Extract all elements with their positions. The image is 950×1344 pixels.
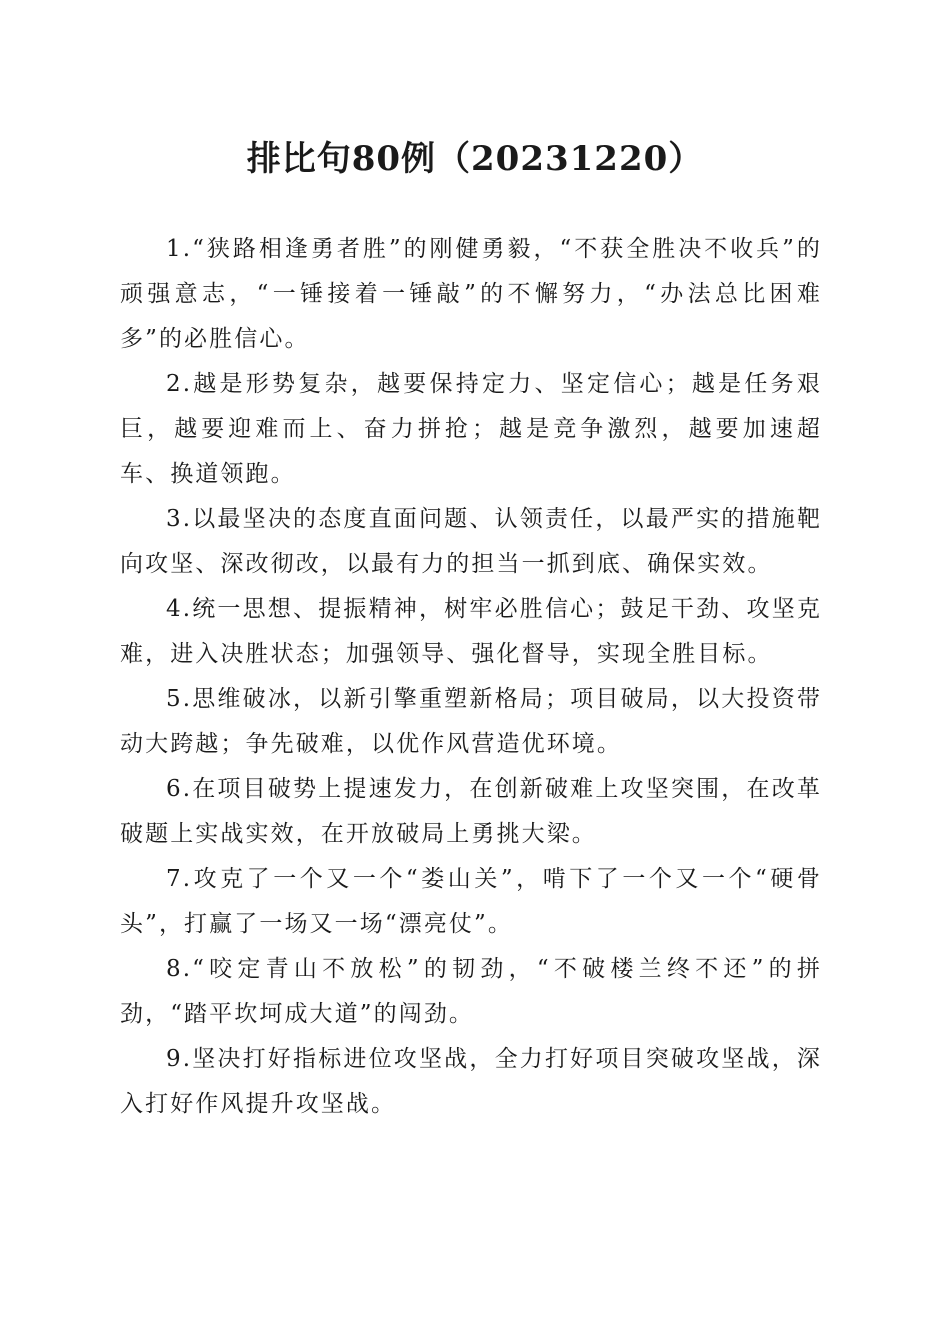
paragraph-5: 5.思维破冰，以新引擎重塑新格局；项目破局，以大投资带动大跨越；争先破难，以优作风营造优环境。 — [120, 686, 822, 757]
paragraph-3: 3.以最坚决的态度直面问题、认领责任，以最严实的措施靶向攻坚、深改彻改，以最有力的担当一抓到底、确保实效。 — [120, 506, 822, 577]
paragraph-8: 8.“咬定青山不放松”的韧劲，“不破楼兰终不还”的拼劲，“踏平坎坷成大道”的闯劲。 — [120, 956, 822, 1027]
paragraph-4: 4.统一思想、提振精神，树牢必胜信心；鼓足干劲、攻坚克难，进入决胜状态；加强领导、强化督导，实现全胜目标。 — [120, 596, 822, 667]
paragraph-6: 6.在项目破势上提速发力，在创新破难上攻坚突围，在改革破题上实战实效，在开放破局上勇挑大梁。 — [120, 776, 822, 847]
paragraph-9: 9.坚决打好指标进位攻坚战，全力打好项目突破攻坚战，深入打好作风提升攻坚战。 — [120, 1046, 822, 1117]
paragraph-7: 7.攻克了一个又一个“娄山关”，啃下了一个又一个“硬骨头”，打赢了一场又一场“漂亮仗”。 — [120, 866, 822, 937]
paragraph-2: 2.越是形势复杂，越要保持定力、坚定信心；越是任务艰巨，越要迎难而上、奋力拼抢；越是竞争激烈，越要加速超车、换道领跑。 — [120, 371, 822, 487]
document-title: 排比句80例（20231220） — [246, 139, 704, 179]
document-body — [120, 227, 822, 1127]
paragraph-1: 1.“狭路相逢勇者胜”的刚健勇毅，“不获全胜决不收兵”的顽强意志，“一锤接着一锤敲”的不懈努力，“办法总比困难多”的必胜信心。 — [120, 236, 822, 352]
